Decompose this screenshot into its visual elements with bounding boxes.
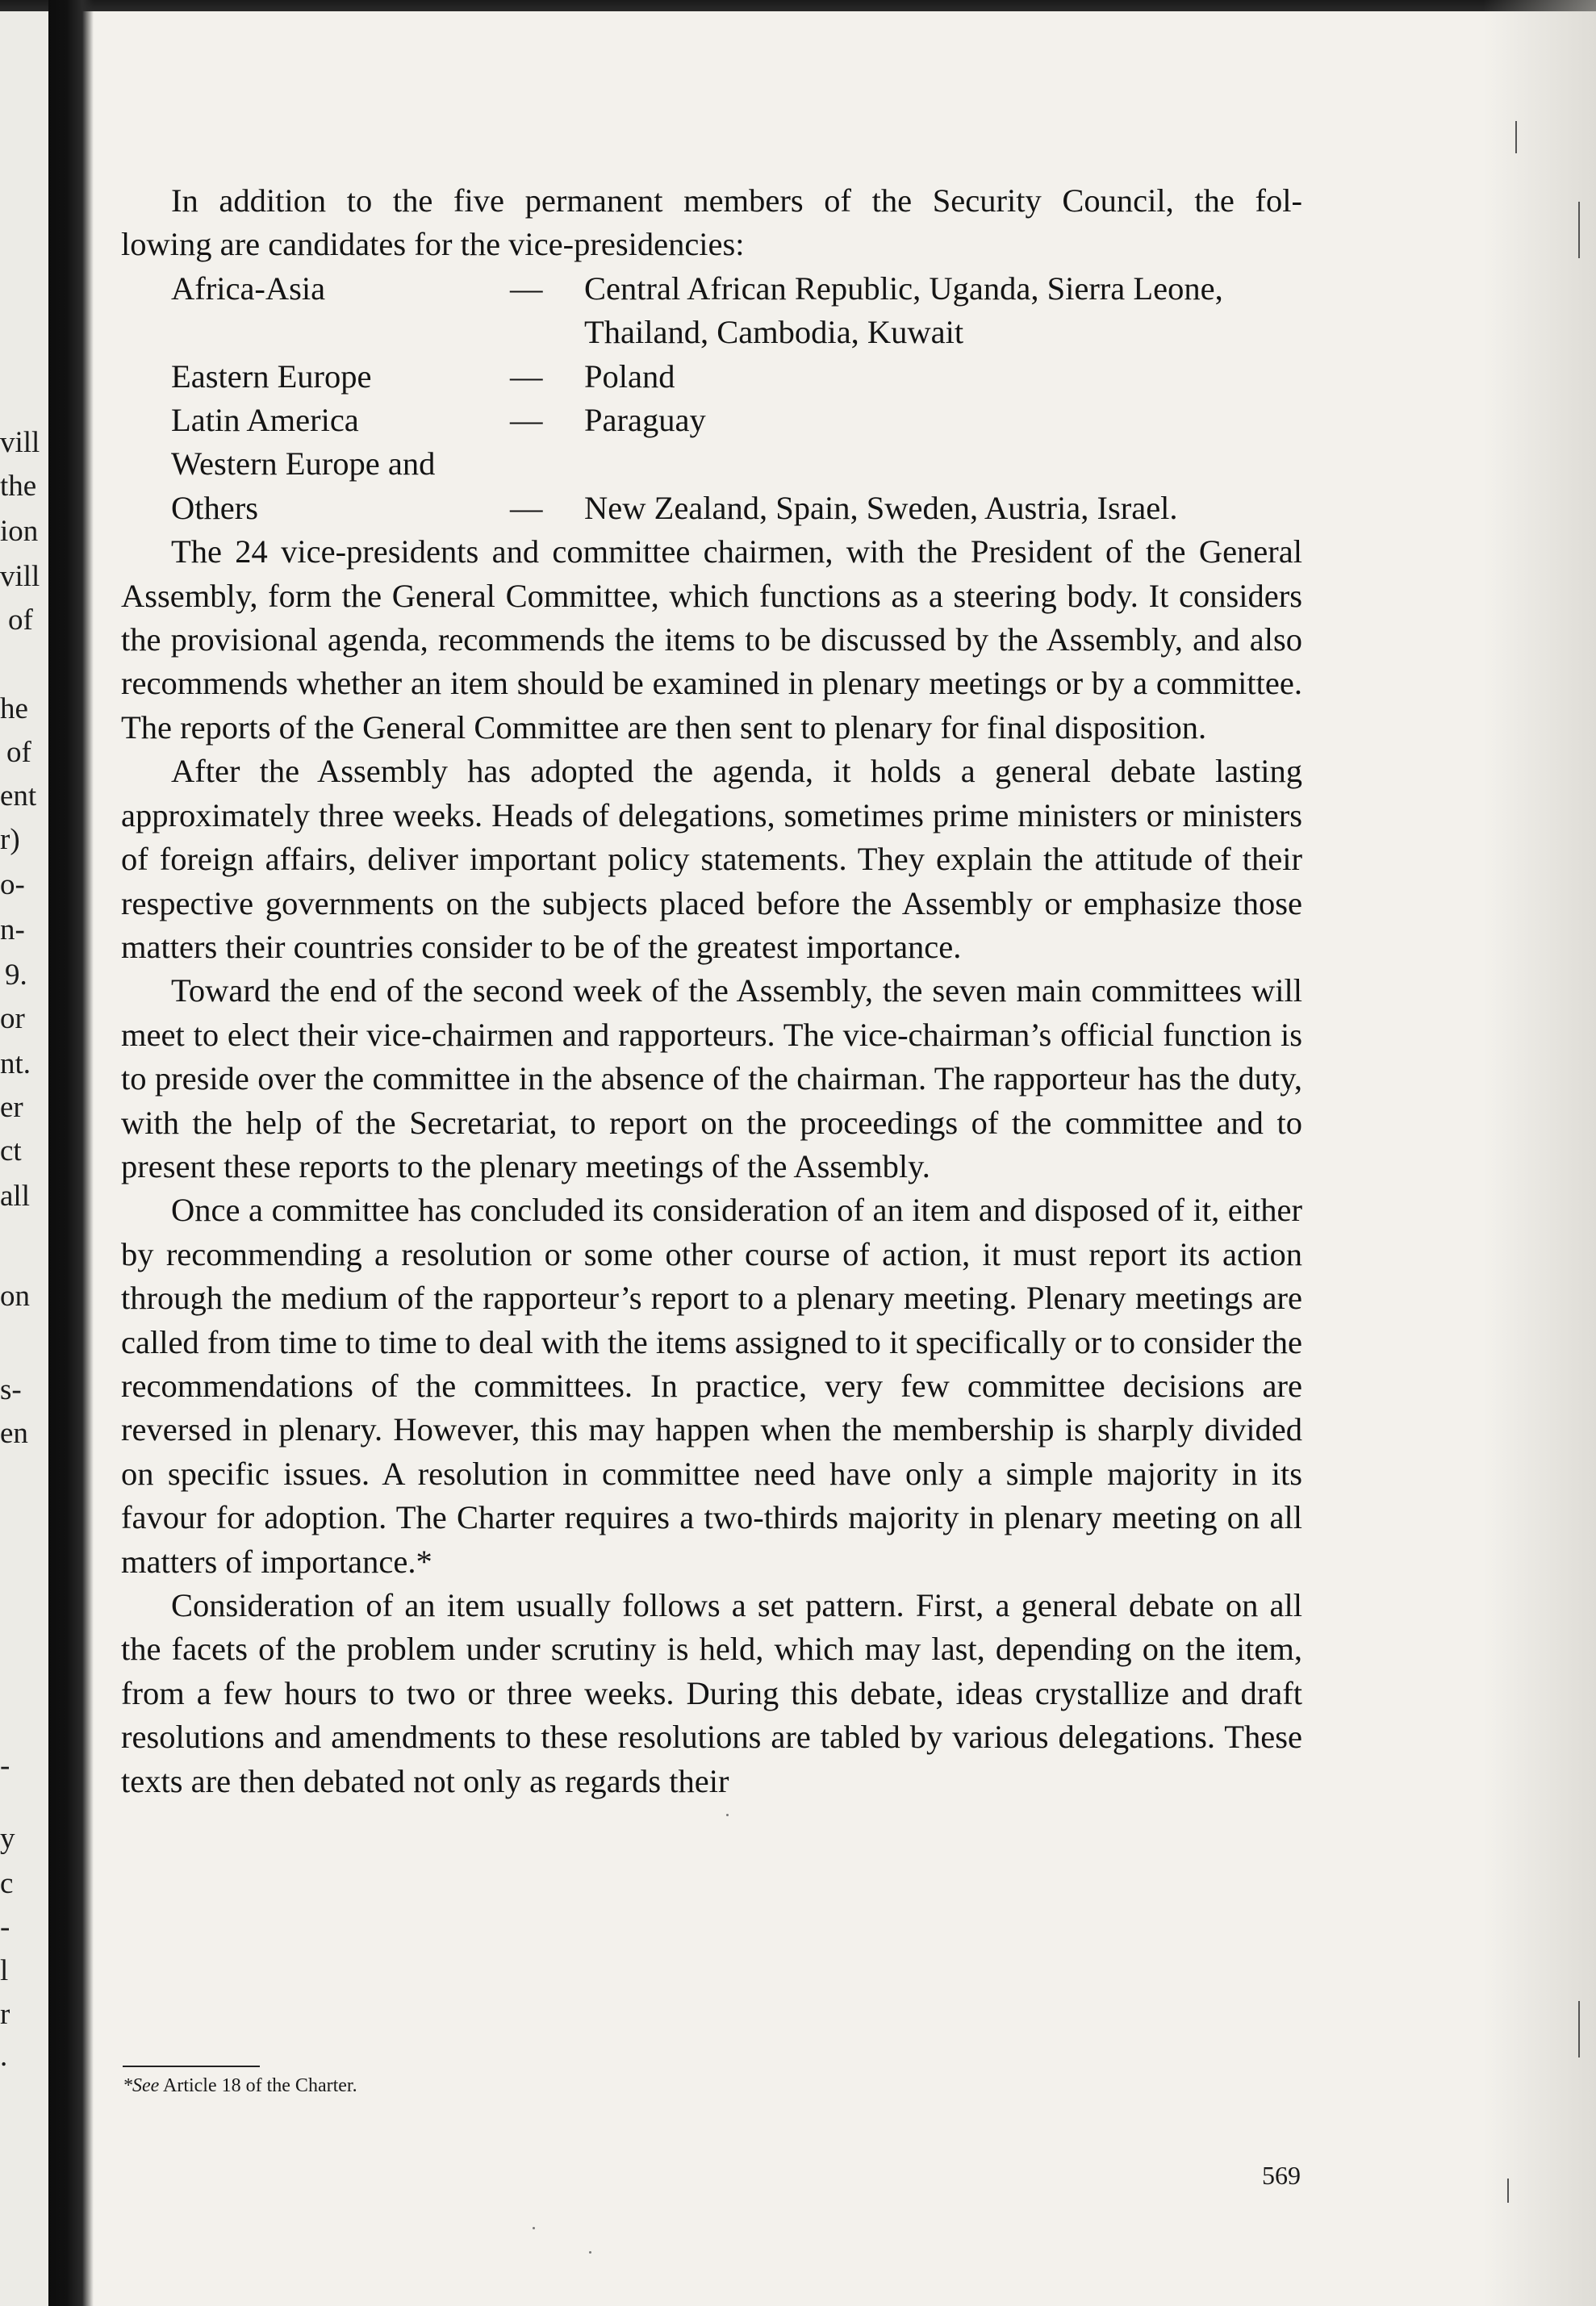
region-label: Others	[171, 489, 258, 526]
facing-fragment: o-	[0, 868, 25, 901]
edge-mark	[1515, 121, 1517, 153]
paragraph-consideration: Consideration of an item usually follows a set pattern. First, a general debate on all the facets of the problem under scrutiny is held, which may last, depending on the item, from a few hours to two or three weeks. During this debate, ideas crystallize and draft resolutions and amendments to these resolutions are tabled by various delegations. These texts are then debated not only as regards their	[121, 1587, 1302, 1799]
candidate-countries	[584, 442, 1302, 486]
facing-fragment: all	[0, 1180, 30, 1213]
facing-fragment: he	[0, 692, 28, 725]
scan-speck	[726, 1814, 729, 1816]
candidate-row	[171, 311, 1302, 354]
region-label	[171, 311, 510, 354]
facing-fragment: .	[0, 2040, 8, 2073]
facing-fragment: vill	[0, 560, 40, 593]
region-label: Eastern Europe	[171, 357, 372, 395]
facing-fragment: on	[0, 1280, 30, 1313]
candidate-row	[171, 442, 1302, 486]
candidate-row	[171, 399, 1302, 442]
intro-line-2: lowing are candidates for the vice-presidencies:	[121, 226, 745, 263]
region-label: Western Europe and	[171, 445, 436, 483]
candidates-table	[171, 267, 1302, 530]
page-top-edge	[0, 0, 1596, 11]
footnote-text: Article 18 of the Charter.	[159, 2075, 357, 2096]
facing-fragment: -	[0, 1911, 10, 1944]
candidate-countries: New Zealand, Spain, Sweden, Austria, Israel.	[584, 489, 1178, 526]
scan-speck	[589, 2251, 591, 2254]
edge-mark	[1578, 2001, 1580, 2057]
paragraph-general-committee: The 24 vice-presidents and committee chairmen, with the President of the General Assembly, form the General Committee, which functions as a steering body. It considers the provisional agenda, recommends the items to be discussed by the Assembly, and also recommends whether an item should be examined in plenary meetings or by a committee. The reports of the General Committee are then sent to plenary for final disposition.	[121, 533, 1302, 746]
edge-mark	[1578, 202, 1580, 258]
facing-fragment: of	[8, 604, 33, 637]
facing-fragment: ion	[0, 515, 39, 548]
facing-fragment: y	[0, 1822, 15, 1855]
facing-fragment: ent	[0, 779, 37, 813]
paragraph-vice-chairmen: Toward the end of the second week of the Assembly, the seven main committees will meet to elect their vice-chairmen and rapporteurs. The vice-chairman’s official function is to preside over the committee in the absence of the chairman. The rapporteur has the duty, with the help of the Secretariat, to report on the proceedings of the committee and to present these reports to the plenary meetings of the Assembly.	[121, 972, 1302, 1184]
paragraph-committee-reports: Once a committee has concluded its consideration of an item and disposed of it, either by recommending a resolution or some other course of action, it must report its action through the medium of the rapporteur’s report to a plenary meeting. Plenary meetings are called from time to time to deal with the items assigned to it specifically or to consider the recommendations of the committees. In practice, very few committee decisions are reversed in plenary. However, this may happen when the membership is sharply divided on specific issues. A resolution in committee need have only a simple majority in its favour for adoption. The Charter requires a two-thirds majority in plenary meeting on all matters of importance.*	[121, 1192, 1302, 1580]
facing-fragment: the	[0, 470, 37, 503]
dash: —	[510, 357, 543, 395]
intro-line-1: In addition to the five permanent members of the Security Council, the fol-	[171, 182, 1302, 219]
book-binding-shadow	[48, 0, 94, 2306]
footnote-rule	[123, 2066, 260, 2067]
facing-fragment: or	[0, 1002, 25, 1035]
region-label: Latin America	[171, 402, 359, 439]
facing-fragment: er	[0, 1091, 23, 1124]
facing-fragment: ct	[0, 1134, 22, 1168]
dash	[510, 442, 584, 486]
facing-fragment: 9.	[5, 959, 27, 992]
facing-fragment: -	[0, 1749, 10, 1782]
dash	[510, 311, 584, 354]
candidate-row	[171, 355, 1302, 399]
dash: —	[510, 489, 543, 526]
facing-fragment: r	[0, 1998, 10, 2031]
candidate-row	[171, 267, 1302, 311]
edge-mark	[1507, 2179, 1509, 2203]
facing-fragment: c	[0, 1867, 14, 1900]
facing-fragment: of	[6, 736, 31, 769]
facing-fragment: nt.	[0, 1047, 31, 1080]
dash: —	[510, 269, 543, 307]
footnote	[123, 2074, 357, 2098]
scan-speck	[533, 2227, 535, 2229]
main-text-block	[121, 179, 1302, 1803]
candidate-countries: Paraguay	[584, 402, 706, 439]
region-label: Africa-Asia	[171, 269, 326, 307]
facing-fragment: vill	[0, 426, 40, 459]
candidate-countries: Poland	[584, 357, 675, 395]
facing-fragment: en	[0, 1417, 28, 1450]
facing-fragment: s-	[0, 1373, 22, 1406]
footnote-see: *See	[123, 2075, 160, 2096]
facing-fragment: n-	[0, 913, 25, 946]
candidate-countries: Thailand, Cambodia, Kuwait	[584, 314, 964, 351]
candidate-row	[171, 487, 1302, 530]
facing-fragment: l	[0, 1954, 9, 1987]
paragraph-general-debate: After the Assembly has adopted the agenda, it holds a general debate lasting approximately three weeks. Heads of delegations, sometimes prime ministers or ministers of foreign affairs, deliver important policy statements. They explain the attitude of their respective governments on the subjects placed before the Assembly or emphasize those matters their countries consider to be of the greatest importance.	[121, 753, 1302, 965]
facing-fragment: r)	[0, 823, 20, 856]
right-page-edge	[1483, 0, 1596, 2306]
dash: —	[510, 402, 543, 439]
page-number: 569	[1262, 2161, 1301, 2190]
candidate-countries: Central African Republic, Uganda, Sierra Leone,	[584, 269, 1223, 307]
